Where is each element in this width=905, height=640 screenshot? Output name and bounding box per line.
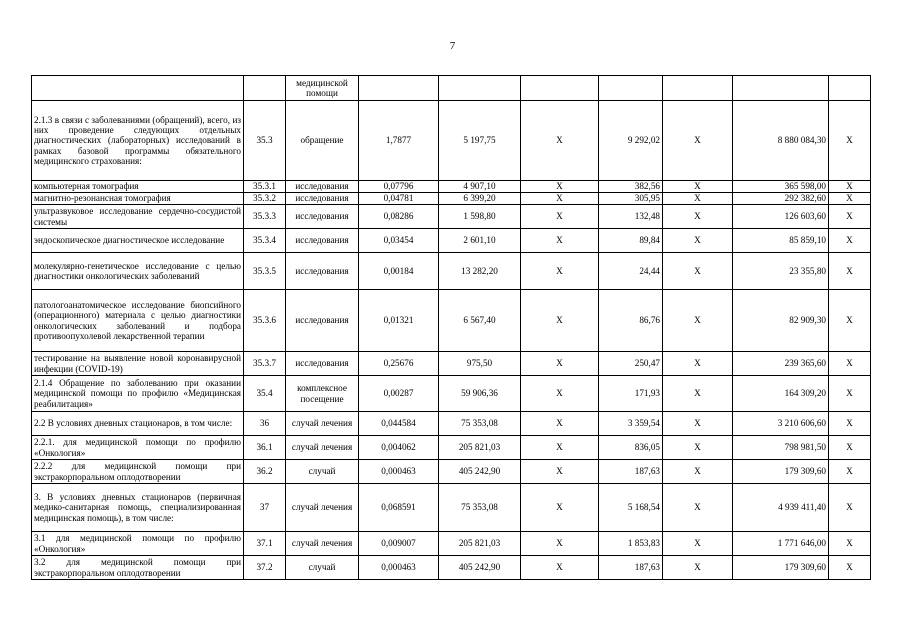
row-value-per-capita: 86,76 <box>599 290 663 352</box>
row-total-value: 239 365,60 <box>733 352 829 376</box>
row-norm: 0,068591 <box>359 484 439 532</box>
row-name: 2.2 В условиях дневных стационаров, в том числе: <box>32 412 244 436</box>
row-total-value: 798 981,50 <box>733 436 829 460</box>
row-x-mark <box>663 76 733 101</box>
row-x-mark: Х <box>829 556 871 580</box>
row-x-mark: Х <box>521 205 599 229</box>
row-norm: 0,009007 <box>359 532 439 556</box>
row-total-value: 179 309,60 <box>733 556 829 580</box>
row-norm: 0,000463 <box>359 556 439 580</box>
row-x-mark: Х <box>521 193 599 205</box>
row-x-mark: Х <box>663 436 733 460</box>
row-unit: случай лечения <box>286 484 359 532</box>
row-name: патологоанатомическое исследование биопсийного (операционного) материала с целью диагностики онкологических заболеваний и подбора противоопухолевой лекарственной терапии <box>32 290 244 352</box>
row-x-mark: Х <box>663 290 733 352</box>
row-value-per-capita: 187,63 <box>599 556 663 580</box>
row-x-mark: Х <box>521 181 599 193</box>
row-unit: исследования <box>286 253 359 290</box>
row-x-mark: Х <box>663 460 733 484</box>
row-cost: 59 906,36 <box>439 376 521 412</box>
row-unit: исследования <box>286 229 359 253</box>
row-cost: 975,50 <box>439 352 521 376</box>
row-cost: 4 907,10 <box>439 181 521 193</box>
row-x-mark: Х <box>829 205 871 229</box>
row-x-mark: Х <box>663 556 733 580</box>
table-row <box>32 76 871 101</box>
row-code: 35.4 <box>244 376 286 412</box>
row-x-mark: Х <box>663 253 733 290</box>
row-code: 36.1 <box>244 436 286 460</box>
row-name: 3. В условиях дневных стационаров (первичная медико-санитарная помощь, специализированная медицинская помощь), в том числе: <box>32 484 244 532</box>
row-x-mark: Х <box>663 181 733 193</box>
row-value-per-capita: 382,56 <box>599 181 663 193</box>
row-x-mark: Х <box>663 376 733 412</box>
row-value-per-capita: 24,44 <box>599 253 663 290</box>
row-norm: 0,25676 <box>359 352 439 376</box>
row-x-mark: Х <box>521 101 599 181</box>
row-cost: 405 242,90 <box>439 460 521 484</box>
row-unit: исследования <box>286 193 359 205</box>
row-x-mark: Х <box>829 484 871 532</box>
row-cost: 6 399,20 <box>439 193 521 205</box>
row-code: 35.3.4 <box>244 229 286 253</box>
row-cost: 205 821,03 <box>439 436 521 460</box>
table-row <box>32 556 871 580</box>
row-total-value: 126 603,60 <box>733 205 829 229</box>
table-row <box>32 181 871 193</box>
row-total-value: 179 309,60 <box>733 460 829 484</box>
row-name: 2.2.1. для медицинской помощи по профилю «Онкология» <box>32 436 244 460</box>
row-unit: случай лечения <box>286 532 359 556</box>
row-cost: 405 242,90 <box>439 556 521 580</box>
table-row <box>32 290 871 352</box>
row-norm: 0,04781 <box>359 193 439 205</box>
row-x-mark: Х <box>829 412 871 436</box>
row-code: 36.2 <box>244 460 286 484</box>
row-code <box>244 76 286 101</box>
row-x-mark: Х <box>829 181 871 193</box>
row-unit: исследования <box>286 290 359 352</box>
row-cost: 2 601,10 <box>439 229 521 253</box>
row-code: 35.3.1 <box>244 181 286 193</box>
table-body <box>32 76 871 580</box>
table-row <box>32 376 871 412</box>
row-x-mark: Х <box>829 290 871 352</box>
row-x-mark: Х <box>829 101 871 181</box>
row-total-value: 3 210 606,60 <box>733 412 829 436</box>
row-cost: 13 282,20 <box>439 253 521 290</box>
row-x-mark: Х <box>663 412 733 436</box>
row-x-mark <box>521 76 599 101</box>
row-name: тестирование на выявление новой коронавирусной инфекции (COVID-19) <box>32 352 244 376</box>
row-unit: случай лечения <box>286 412 359 436</box>
row-norm: 0,000463 <box>359 460 439 484</box>
row-x-mark: Х <box>663 532 733 556</box>
row-code: 37 <box>244 484 286 532</box>
row-norm: 0,08286 <box>359 205 439 229</box>
row-x-mark: Х <box>829 436 871 460</box>
row-total-value: 8 880 084,30 <box>733 101 829 181</box>
row-x-mark: Х <box>663 101 733 181</box>
row-unit: исследования <box>286 181 359 193</box>
row-value-per-capita: 1 853,83 <box>599 532 663 556</box>
row-name: эндоскопическое диагностическое исследование <box>32 229 244 253</box>
row-x-mark: Х <box>829 460 871 484</box>
row-norm: 0,00287 <box>359 376 439 412</box>
row-norm: 0,044584 <box>359 412 439 436</box>
row-unit: исследования <box>286 352 359 376</box>
row-name: ультразвуковое исследование сердечно-сосудистой системы <box>32 205 244 229</box>
row-unit: обращение <box>286 101 359 181</box>
row-total-value: 164 309,20 <box>733 376 829 412</box>
page-number: 7 <box>449 40 456 52</box>
row-x-mark: Х <box>521 253 599 290</box>
row-norm: 0,07796 <box>359 181 439 193</box>
row-total-value: 23 355,80 <box>733 253 829 290</box>
row-x-mark: Х <box>521 556 599 580</box>
table-row <box>32 532 871 556</box>
table-row <box>32 193 871 205</box>
row-x-mark: Х <box>663 484 733 532</box>
table-row <box>32 253 871 290</box>
row-cost: 5 197,75 <box>439 101 521 181</box>
row-code: 35.3 <box>244 101 286 181</box>
row-cost: 205 821,03 <box>439 532 521 556</box>
row-value-per-capita: 836,05 <box>599 436 663 460</box>
row-total-value <box>733 76 829 101</box>
row-norm: 0,03454 <box>359 229 439 253</box>
row-value-per-capita: 89,84 <box>599 229 663 253</box>
row-name: 2.1.3 в связи с заболеваниями (обращений), всего, из них проведение следующих отдельных диагностических (лабораторных) исследований в рамках базовой программы обязательного медицинского страхования: <box>32 101 244 181</box>
row-name <box>32 76 244 101</box>
row-x-mark: Х <box>521 484 599 532</box>
row-cost: 6 567,40 <box>439 290 521 352</box>
row-code: 35.3.5 <box>244 253 286 290</box>
table-row <box>32 484 871 532</box>
table-row <box>32 436 871 460</box>
row-x-mark: Х <box>521 436 599 460</box>
row-value-per-capita: 171,93 <box>599 376 663 412</box>
row-name: молекулярно-генетическое исследование с целью диагностики онкологических заболеваний <box>32 253 244 290</box>
row-name: компьютерная томография <box>32 181 244 193</box>
row-value-per-capita: 132,48 <box>599 205 663 229</box>
row-x-mark: Х <box>521 229 599 253</box>
row-name: 2.2.2 для медицинской помощи при экстракорпоральном оплодотворении <box>32 460 244 484</box>
row-x-mark <box>829 76 871 101</box>
row-total-value: 82 909,30 <box>733 290 829 352</box>
table-row <box>32 101 871 181</box>
table-row <box>32 460 871 484</box>
row-x-mark: Х <box>829 193 871 205</box>
row-x-mark: Х <box>663 205 733 229</box>
row-cost: 75 353,08 <box>439 484 521 532</box>
tariff-table <box>31 75 871 580</box>
table-row <box>32 412 871 436</box>
table-row <box>32 229 871 253</box>
row-unit: случай лечения <box>286 436 359 460</box>
row-x-mark: Х <box>521 412 599 436</box>
row-cost <box>439 76 521 101</box>
row-x-mark: Х <box>521 532 599 556</box>
row-x-mark: Х <box>829 352 871 376</box>
row-name: 3.2 для медицинской помощи при экстракорпоральном оплодотворении <box>32 556 244 580</box>
row-value-per-capita: 305,95 <box>599 193 663 205</box>
row-unit: случай <box>286 556 359 580</box>
row-x-mark: Х <box>663 193 733 205</box>
row-cost: 75 353,08 <box>439 412 521 436</box>
row-x-mark: Х <box>521 290 599 352</box>
row-x-mark: Х <box>521 460 599 484</box>
row-code: 36 <box>244 412 286 436</box>
row-value-per-capita: 187,63 <box>599 460 663 484</box>
row-x-mark: Х <box>829 253 871 290</box>
row-value-per-capita: 250,47 <box>599 352 663 376</box>
row-name: магнитно-резонансная томография <box>32 193 244 205</box>
row-code: 35.3.3 <box>244 205 286 229</box>
row-total-value: 292 382,60 <box>733 193 829 205</box>
row-code: 37.1 <box>244 532 286 556</box>
row-value-per-capita <box>599 76 663 101</box>
row-total-value: 85 859,10 <box>733 229 829 253</box>
table-row <box>32 205 871 229</box>
row-name: 3.1 для медицинской помощи по профилю «Онкология» <box>32 532 244 556</box>
row-code: 35.3.2 <box>244 193 286 205</box>
row-x-mark: Х <box>829 229 871 253</box>
row-x-mark: Х <box>663 229 733 253</box>
row-unit: комплексное посещение <box>286 376 359 412</box>
row-unit: исследования <box>286 205 359 229</box>
row-value-per-capita: 9 292,02 <box>599 101 663 181</box>
row-x-mark: Х <box>663 352 733 376</box>
row-total-value: 4 939 411,40 <box>733 484 829 532</box>
row-norm: 0,01321 <box>359 290 439 352</box>
row-name: 2.1.4 Обращение по заболеванию при оказании медицинской помощи по профилю «Медицинская реабилитация» <box>32 376 244 412</box>
table-row <box>32 352 871 376</box>
row-value-per-capita: 3 359,54 <box>599 412 663 436</box>
row-code: 37.2 <box>244 556 286 580</box>
row-x-mark: Х <box>829 532 871 556</box>
row-norm: 0,00184 <box>359 253 439 290</box>
row-unit: медицинской помощи <box>286 76 359 101</box>
row-x-mark: Х <box>521 352 599 376</box>
row-norm <box>359 76 439 101</box>
row-norm: 0,004062 <box>359 436 439 460</box>
row-norm: 1,7877 <box>359 101 439 181</box>
row-cost: 1 598,80 <box>439 205 521 229</box>
row-code: 35.3.7 <box>244 352 286 376</box>
row-code: 35.3.6 <box>244 290 286 352</box>
row-total-value: 365 598,00 <box>733 181 829 193</box>
row-total-value: 1 771 646,00 <box>733 532 829 556</box>
row-x-mark: Х <box>521 376 599 412</box>
row-unit: случай <box>286 460 359 484</box>
row-x-mark: Х <box>829 376 871 412</box>
row-value-per-capita: 5 168,54 <box>599 484 663 532</box>
